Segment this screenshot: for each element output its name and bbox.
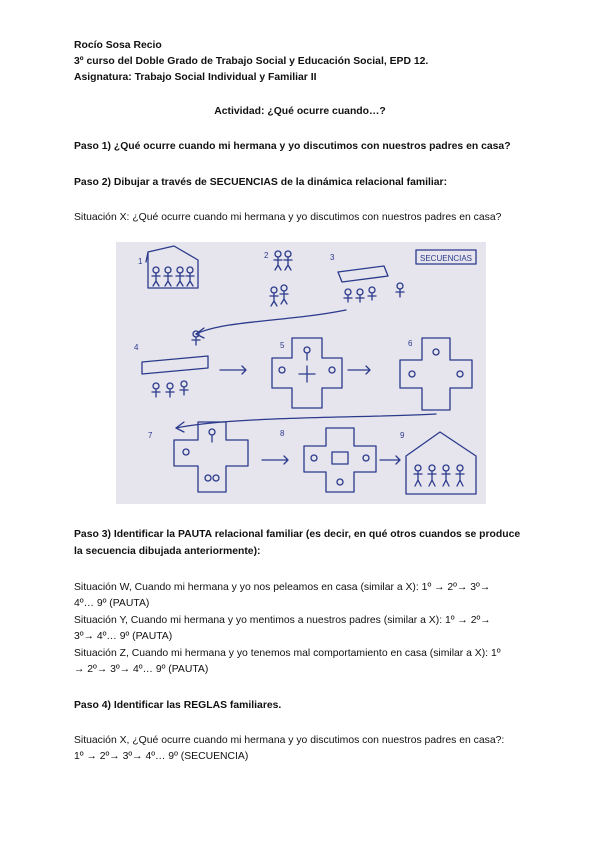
situacion-w-line-2: 4º… 9º (PAUTA)	[74, 598, 150, 609]
subject-line: Asignatura: Trabajo Social Individual y Familiar II	[74, 72, 317, 83]
step-number-2: 2	[264, 251, 269, 260]
family-figures-1	[152, 267, 194, 286]
step-number-3: 3	[330, 253, 335, 262]
activity-title: Actividad: ¿Qué ocurre cuando…?	[214, 106, 386, 117]
step-number-7: 7	[148, 431, 153, 440]
course-line: 3º curso del Doble Grado de Trabajo Social y Educación Social, EPD 12.	[74, 56, 429, 67]
family-figures-9	[414, 465, 464, 486]
paso-3-line-2: la secuencia dibujada anteriormente):	[74, 546, 261, 557]
step-number-4: 4	[134, 343, 139, 352]
situacion-y-line-2: 3º→ 4º… 9º (PAUTA)	[74, 631, 173, 642]
paso-1: Paso 1) ¿Qué ocurre cuando mi hermana y yo discutimos con nuestros padres en casa?	[74, 141, 511, 152]
paso-3-line-1: Paso 3) Identificar la PAUTA relacional familiar (es decir, en qué otros cuandos se produce	[74, 529, 521, 540]
paso-2: Paso 2) Dibujar a través de SECUENCIAS de la dinámica relacional familiar:	[74, 177, 448, 188]
step-number-5: 5	[280, 341, 285, 350]
situacion-y-line-1: Situación Y, Cuando mi hermana y yo mentimos a nuestros padres (similar a X): 1º → 2º→	[74, 615, 491, 626]
step-number-1: 1	[138, 257, 143, 266]
drawing-label: SECUENCIAS	[420, 254, 473, 263]
sequence-drawing	[116, 242, 486, 504]
situacion-x-line-2: 1º → 2º→ 3º→ 4º… 9º (SECUENCIA)	[74, 751, 249, 762]
author-name: Rocío Sosa Recio	[74, 40, 162, 51]
situacion-z-line-1: Situación Z, Cuando mi hermana y yo tenemos mal comportamiento en casa (similar a X): 1º	[74, 648, 501, 659]
situacion-w-line-1: Situación W, Cuando mi hermana y yo nos peleamos en casa (similar a X): 1º → 2º→ 3º→	[74, 582, 491, 593]
step-number-6: 6	[408, 339, 413, 348]
paso-4: Paso 4) Identificar las REGLAS familiares.	[74, 700, 282, 711]
step-number-9: 9	[400, 431, 405, 440]
situacion-z-line-2: → 2º→ 3º→ 4º… 9º (PAUTA)	[74, 664, 209, 675]
situacion-x-intro: Situación X: ¿Qué ocurre cuando mi hermana y yo discutimos con nuestros padres en casa?	[74, 212, 502, 223]
situacion-x-line-1: Situación X, ¿Qué ocurre cuando mi hermana y yo discutimos con nuestros padres en casa?:	[74, 735, 505, 746]
sequence-drawing-photo	[116, 242, 486, 504]
step-number-8: 8	[280, 429, 285, 438]
